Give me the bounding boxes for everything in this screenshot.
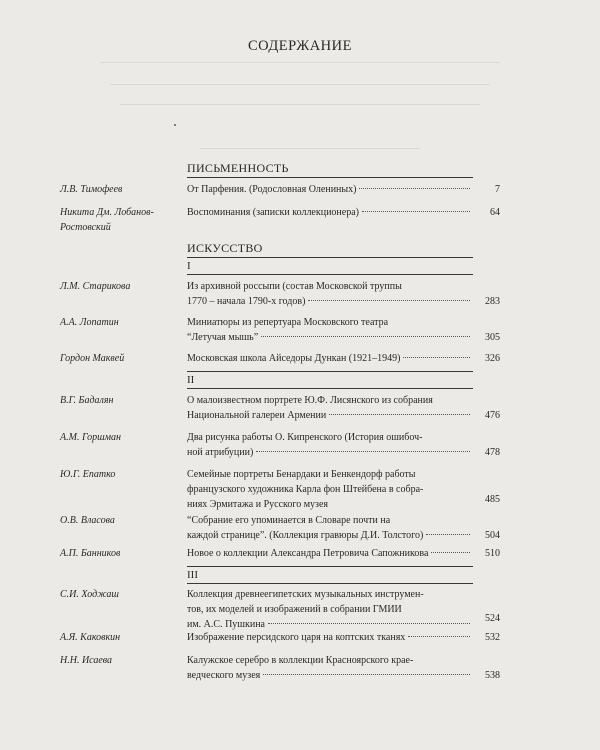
page-number: 478 [485,447,500,458]
author-name: Н.Н. Исаева [60,655,113,666]
page-number: 532 [485,632,500,643]
toc-entry-text: Семейные портреты Бенардаки и Бенкендорф работы [187,469,416,480]
toc-entry-line [187,182,473,197]
toc-entry-line [187,205,473,220]
toc-entry-text: О малоизвестном портрете Ю.Ф. Лисянского из собрания [187,395,433,406]
section-rule [187,177,473,178]
page-number: 538 [485,670,500,681]
dot-leader [359,188,470,189]
dot-leader [308,300,470,301]
dot-leader [263,674,470,675]
author-name: С.И. Ходжаш [60,589,119,600]
page-number: 305 [485,332,500,343]
part-rule [187,388,473,389]
toc-entry-title: Национальной галереи Армении [187,410,327,421]
toc-entry-title: Воспоминания (записки коллекционера) [187,207,359,218]
toc-entry-line [187,445,473,460]
dot-leader [329,414,470,415]
bleed-through-text [120,104,480,111]
page-number: 485 [485,494,500,505]
toc-entry-text: Миниатюры из репертуара Московского театра [187,317,389,328]
bleed-through-text [100,62,500,69]
toc-entry-title: От Парфения. (Родословная Олениных) [187,184,357,195]
toc-entry-text: “Собрание его упоминается в Словаре почти на [187,515,391,526]
author-name: А.П. Банников [60,548,121,559]
page-number: 510 [485,548,500,559]
author-name: Гордон Маквей [60,353,125,364]
part-rule [187,274,473,275]
toc-entry-text: Калужское серебро в коллекции Красноярского крае- [187,655,414,666]
part-rule [187,566,473,567]
page-number: 476 [485,410,500,421]
section-heading-writing: ПИСЬМЕННОСТЬ [187,161,289,175]
author-name: Л.В. Тимофеев [60,184,123,195]
author-name: О.В. Власова [60,515,115,526]
author-name: А.А. Лопатин [60,317,119,328]
page-number: 7 [495,184,500,195]
toc-entry-line [187,668,473,683]
toc-entry-text: ниях Эрмитажа и Русского музея [187,499,329,510]
author-name: А.Я. Каковкин [60,632,121,643]
toc-entry-line [187,351,473,366]
part-numeral: II [187,374,195,386]
dot-leader [261,336,470,337]
toc-entry-title: им. А.С. Пушкина [187,619,265,630]
page-number: 283 [485,296,500,307]
page-number: 524 [485,613,500,624]
page-number: 504 [485,530,500,541]
part-numeral: I [187,260,191,272]
toc-entry-title: Московская школа Айседоры Дункан (1921–1949) [187,353,401,364]
toc-entry-line [187,630,473,645]
toc-entry-title: Новое о коллекции Александра Петровича Сапожникова [187,548,429,559]
author-name: Л.М. Старикова [60,281,131,292]
toc-entry-line [187,294,473,309]
part-numeral: III [187,569,198,581]
author-name: Ю.Г. Епатко [60,469,116,480]
toc-entry-text: тов, их моделей и изображений в собрании ГМИИ [187,604,402,615]
section-rule [187,257,473,258]
toc-entry-title: Изображение персидского царя на коптских тканях [187,632,406,643]
author-name: В.Г. Бадалян [60,395,114,406]
toc-entry-line [187,528,473,543]
bleed-through-text [200,148,420,155]
author-name: Никита Дм. Лобанов-Ростовский [60,207,154,233]
toc-entry-text: Два рисунка работы О. Кипренского (История ошибоч- [187,432,423,443]
toc-entry-line [187,546,473,561]
dot-leader [256,451,470,452]
toc-entry-line [187,408,473,423]
page-number: 326 [485,353,500,364]
toc-entry-line [187,330,473,345]
dot-leader [362,211,470,212]
toc-entry-text: французского художника Карла фон Штейбена в собра- [187,484,424,495]
section-heading-art: ИСКУССТВО [187,241,263,255]
page-number: 64 [490,207,500,218]
part-rule [187,583,473,584]
part-rule [187,371,473,372]
bleed-through-text [110,84,490,91]
toc-entry-title: ведческого музея [187,670,261,681]
toc-entry-title: ной атрибуции) [187,447,254,458]
author-name: А.М. Горшман [60,432,122,443]
toc-entry-text: Из архивной россыпи (состав Московской труппы [187,281,402,292]
toc-entry-title: каждой странице”. (Коллекция гравюры Д.И. Толстого) [187,530,424,541]
print-speck [174,124,176,126]
page-title: СОДЕРЖАНИЕ [248,38,352,54]
toc-entry-title: 1770 – начала 1790-х годов) [187,296,306,307]
dot-leader [268,623,470,624]
toc-entry-text: Коллекция древнеегипетских музыкальных инструмен- [187,589,424,600]
toc-entry-title: “Летучая мышь” [187,332,259,343]
